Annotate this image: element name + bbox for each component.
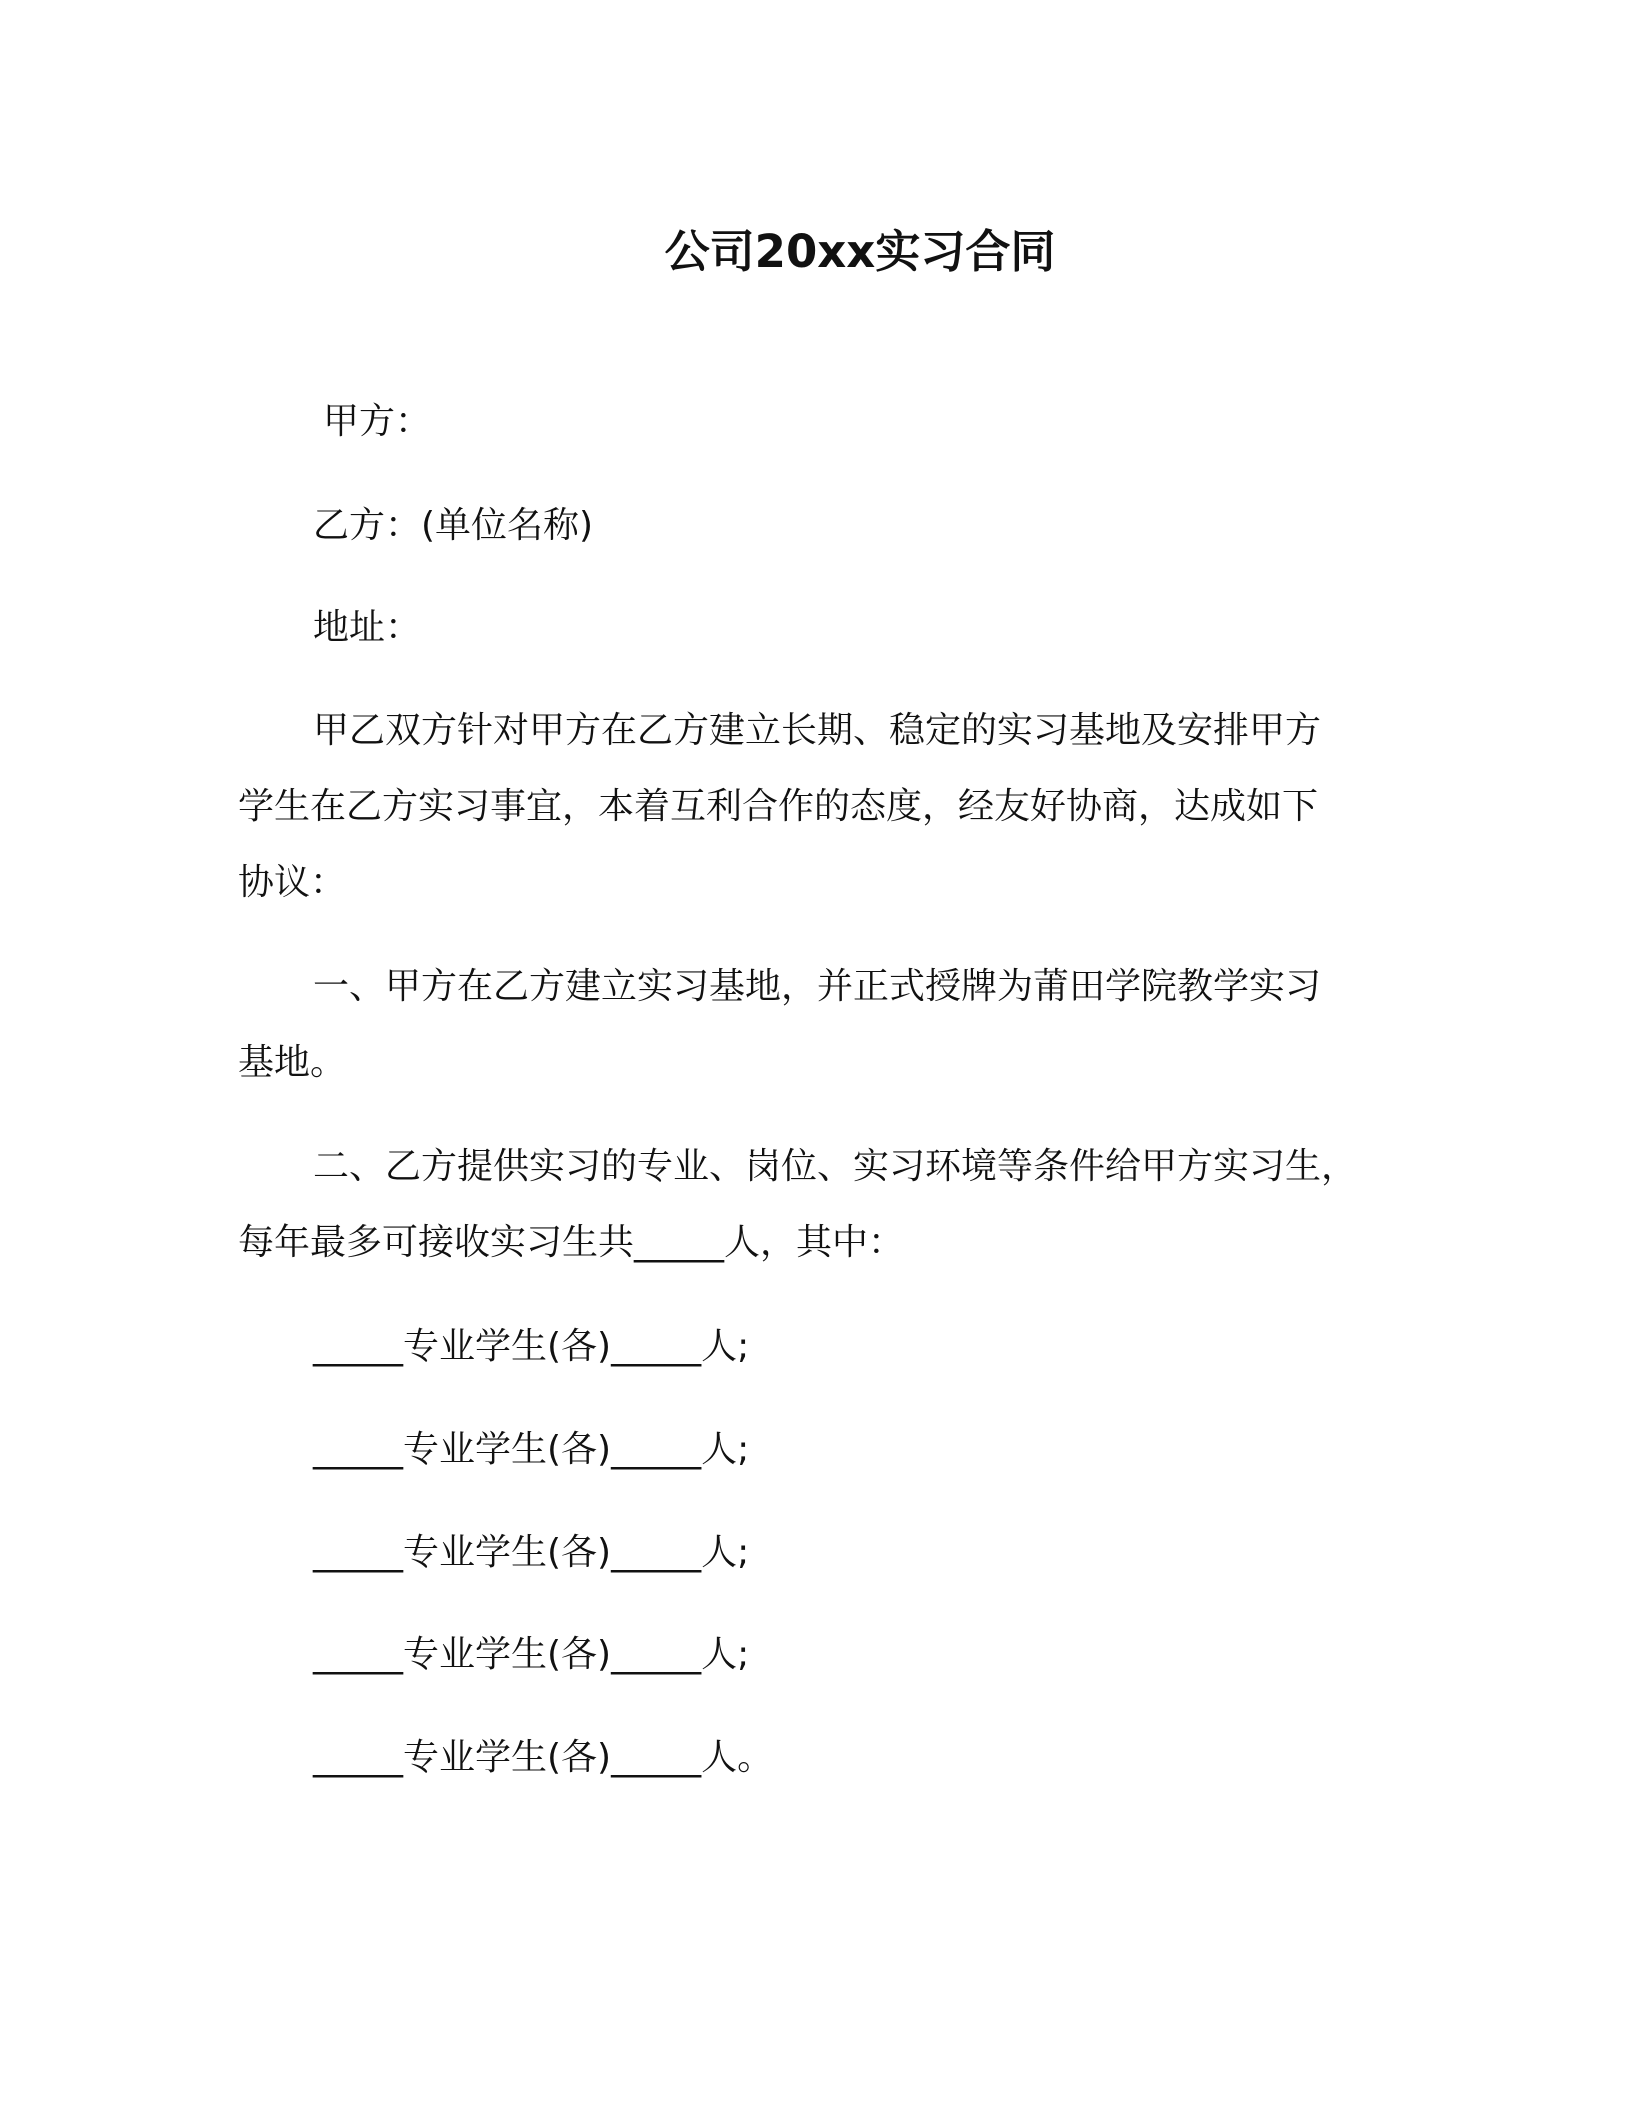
clause-2-line-1: 二、乙方提供实习的专业、岗位、实习环境等条件给甲方实习生，: [313, 1146, 1358, 1187]
intro-line-1: 甲乙双方针对甲方在乙方建立长期、稳定的实习基地及安排甲方: [313, 710, 1322, 751]
major-line-1: _____专业学生(各)_____人;: [313, 1326, 750, 1367]
intro-line-2: 学生在乙方实习事宜，本着互利合作的态度，经友好协商，达成如下: [238, 786, 1319, 827]
document-title: 公司20xx实习合同: [664, 225, 1056, 278]
major-line-5: _____专业学生(各)_____人。: [313, 1737, 774, 1778]
clause-1-line-1: 一、甲方在乙方建立实习基地，并正式授牌为莆田学院教学实习: [313, 966, 1322, 1007]
intro-line-3: 协议：: [238, 862, 347, 903]
clause-2-line-2: 每年最多可接收实习生共_____人，其中：: [238, 1222, 905, 1263]
major-line-3: _____专业学生(各)_____人;: [313, 1532, 750, 1573]
major-line-2: _____专业学生(各)_____人;: [313, 1429, 750, 1470]
major-line-4: _____专业学生(各)_____人;: [313, 1634, 750, 1675]
party-a-label: 甲方：: [323, 401, 432, 442]
party-b-label: 乙方：(单位名称): [313, 505, 594, 546]
clause-1-line-2: 基地。: [238, 1042, 347, 1083]
address-label: 地址：: [313, 607, 422, 648]
